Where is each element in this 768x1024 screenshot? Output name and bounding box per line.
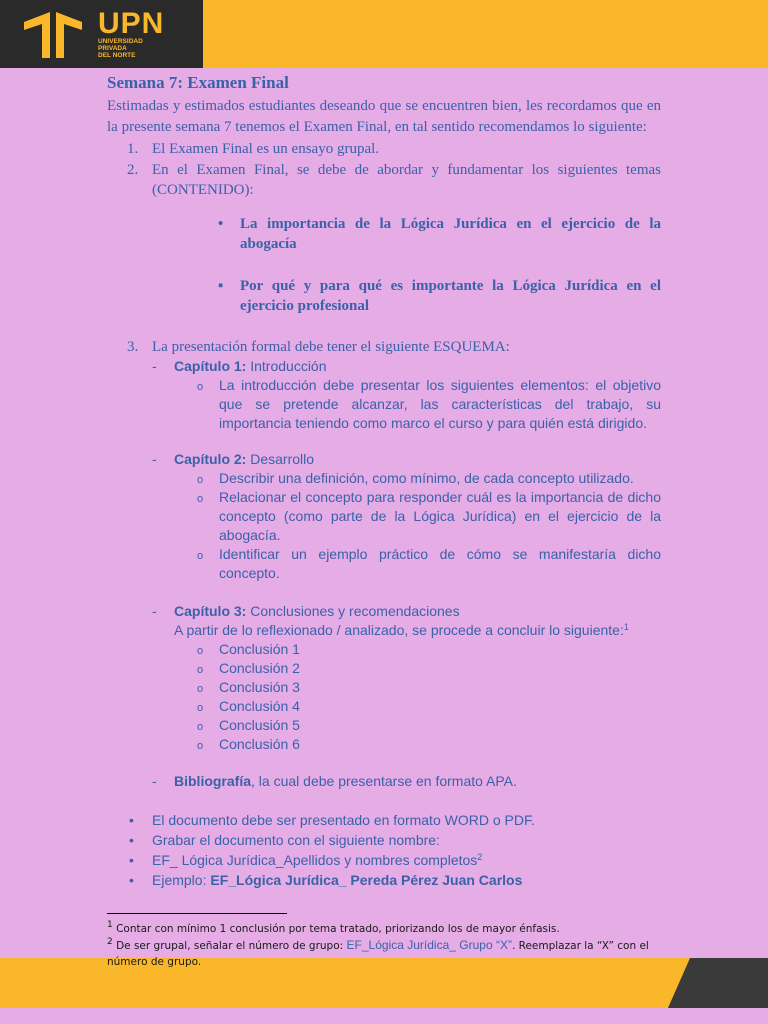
list-item-2: 2. En el Examen Final, se debe de abordar y fundamentar los siguientes temas (CONTENIDO):	[127, 161, 661, 198]
bullet-item: • Grabar el documento con el siguiente nombre:	[129, 832, 440, 848]
list-item-1: 1. El Examen Final es un ensayo grupal.	[127, 141, 380, 157]
conclusion-item: o Conclusión 1	[197, 641, 300, 657]
bullet-item: • EF_ Lógica Jurídica_Apellidos y nombres completos$^2$	[129, 852, 483, 868]
logo-text: UPN	[98, 7, 165, 40]
topic-2: ▪ Por qué y para qué es importante la Lógica Jurídica en el ejercicio profesional	[218, 277, 661, 314]
list-item-3: 3. La presentación formal debe tener el siguiente ESQUEMA:	[127, 338, 510, 355]
upn-logo	[0, 0, 203, 68]
conclusion-item: o Conclusión 5	[197, 717, 300, 733]
bullet-item: • Ejemplo: EF_Lógica Jurídica_ Pereda Pérez Juan Carlos	[129, 872, 523, 888]
chapter-2-item: o Relacionar el concepto para responder cuál es la importancia de dicho concepto (como parte de la Lógica Jurídica) en el ejercicio de la abogacía.	[197, 489, 661, 543]
bibliography: - Bibliografía, la cual debe presentarse en formato APA.	[152, 773, 517, 789]
chapter-1: - Capítulo 1: Introducción	[152, 358, 327, 374]
logo-subtitle: UNIVERSIDAD PRIVADA DEL NORTE	[98, 38, 143, 59]
conclusion-item: o Conclusión 3	[197, 679, 300, 695]
conclusion-item: o Conclusión 2	[197, 660, 300, 676]
conclusion-item: o Conclusión 6	[197, 736, 300, 752]
footnote-divider	[107, 913, 287, 914]
chapter-2-item: o Describir una definición, como mínimo, de cada concepto utilizado.	[197, 470, 634, 486]
footnote-ref-1: 1	[623, 622, 629, 632]
intro-paragraph: Estimadas y estimados estudiantes deseando que se encuentren bien, les recordamos que en la presente semana 7 tenemos el Examen Final, en tal sentido recomendamos lo siguiente:	[107, 98, 661, 135]
chapter-3-lead: A partir de lo reflexionado / analizado, se procede a concluir lo siguiente:$^1$	[174, 622, 629, 638]
document-body	[107, 72, 661, 890]
footnote-1: $^1$ Contar con mínimo 1 conclusión por tema tratado, priorizando los de mayor énfasis.	[107, 920, 560, 935]
chapter-2: - Capítulo 2: Desarrollo	[152, 451, 315, 467]
footnote-ref-2: 2	[477, 852, 483, 862]
bullet-item: • El documento debe ser presentado en formato WORD o PDF.	[129, 812, 535, 828]
chapter-1-item: o La introducción debe presentar los siguientes elementos: el objetivo que se pretende alcanzar, las características del trabajo, su importancia teniendo como marco el curso y para quién está dirigido.	[197, 377, 661, 431]
page-title: Semana 7: Examen Final	[107, 73, 289, 92]
chapter-3: - Capítulo 3: Conclusiones y recomendaciones	[152, 603, 460, 619]
conclusion-item: o Conclusión 4	[197, 698, 300, 714]
footnote-2: $^2$ De ser grupal, señalar el número de grupo: EF_Lógica Jurídica_ Grupo “X”. Reemplazar la “X” con el número de grupo.	[107, 937, 649, 968]
topic-1: • La importancia de la Lógica Jurídica en el ejercicio de la abogacía	[218, 215, 661, 252]
torch-logo-icon	[22, 12, 84, 58]
chapter-2-item: o Identificar un ejemplo práctico de cómo se manifestaría dicho concepto.	[197, 546, 661, 581]
